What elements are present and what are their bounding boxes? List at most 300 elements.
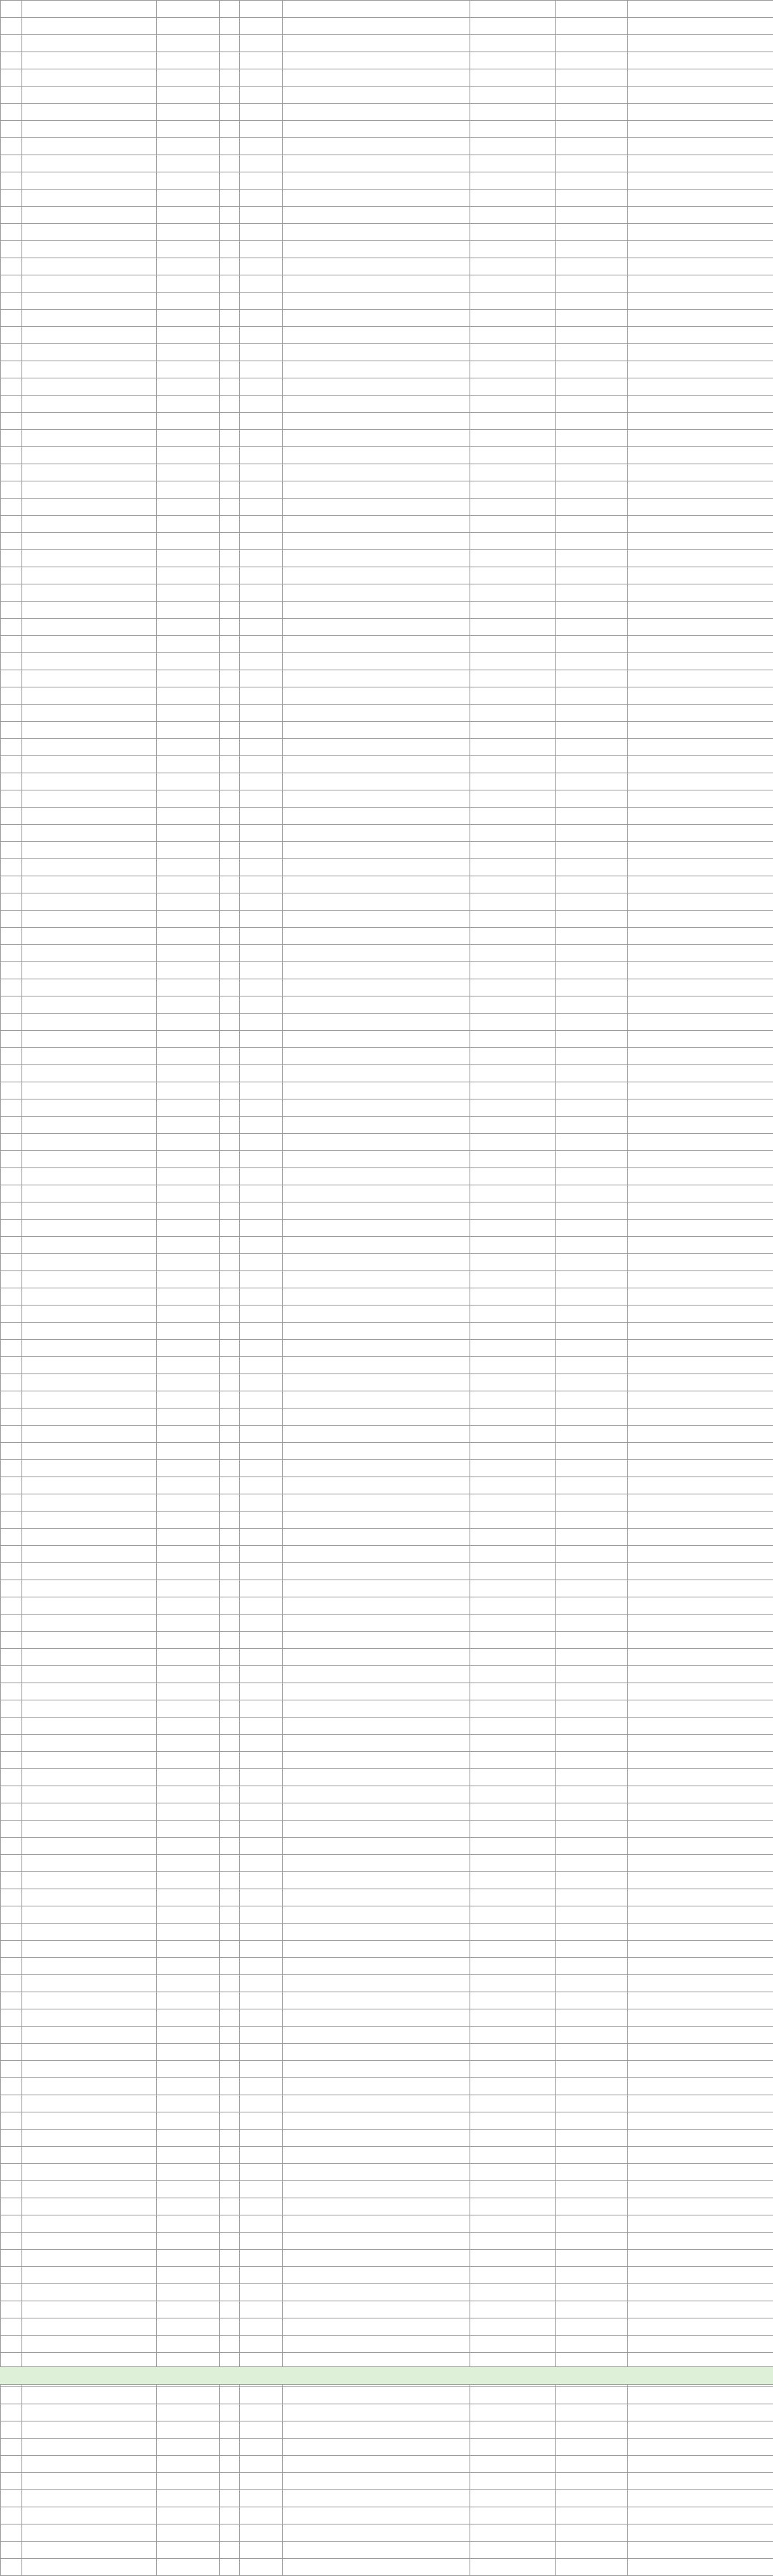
cell-email [628, 87, 773, 104]
cell-phone [556, 1546, 628, 1563]
cell-company-name [22, 1168, 157, 1185]
table-row [1, 2147, 773, 2164]
cell-row-number [1, 241, 22, 258]
cell-headcount [220, 327, 240, 344]
cell-work-address [470, 1941, 556, 1958]
cell-education [240, 739, 283, 756]
table-row [1, 790, 773, 808]
cell-email [628, 1855, 773, 1872]
cell-company-name [22, 224, 157, 241]
table-row [1, 1271, 773, 1288]
table-row [1, 1786, 773, 1803]
cell-education [240, 104, 283, 121]
cell-row-number [1, 825, 22, 842]
cell-row-number [1, 773, 22, 790]
cell-headcount [220, 962, 240, 979]
cell-work-address [470, 310, 556, 327]
cell-company-name [22, 2027, 157, 2044]
cell-row-number [1, 1100, 22, 1117]
cell-education [240, 2181, 283, 2198]
cell-job-title [157, 430, 220, 447]
table-row [1, 1168, 773, 1185]
cell-company-name [22, 2507, 157, 2524]
cell-row-number [1, 2009, 22, 2027]
cell-email [628, 1477, 773, 1494]
table-row [1, 481, 773, 499]
cell-row-number [1, 722, 22, 739]
cell-work-address [470, 773, 556, 790]
cell-phone [556, 1426, 628, 1443]
cell-row-number [1, 687, 22, 705]
cell-email [628, 1185, 773, 1203]
cell-row-number [1, 1391, 22, 1409]
cell-headcount [220, 1391, 240, 1409]
cell-row-number [1, 430, 22, 447]
cell-job-title [157, 1065, 220, 1082]
cell-job-title [157, 1100, 220, 1117]
cell-headcount [220, 2267, 240, 2284]
table-row [1, 1649, 773, 1666]
cell-requirements [283, 378, 470, 396]
table-row [1, 1700, 773, 1718]
cell-company-name [22, 687, 157, 705]
cell-company-name [22, 533, 157, 550]
cell-row-number [1, 2336, 22, 2353]
cell-headcount [220, 1769, 240, 1786]
cell-company-name [22, 2164, 157, 2181]
cell-company-name [22, 1786, 157, 1803]
cell-job-title [157, 756, 220, 773]
table-row [1, 1185, 773, 1203]
cell-phone [556, 979, 628, 996]
job-table-body [1, 1, 773, 2576]
cell-email [628, 2130, 773, 2147]
cell-email [628, 430, 773, 447]
cell-education [240, 2301, 283, 2318]
cell-email [628, 258, 773, 275]
cell-email [628, 790, 773, 808]
cell-work-address [470, 1889, 556, 1906]
cell-phone [556, 2404, 628, 2421]
cell-job-title [157, 447, 220, 464]
cell-requirements [283, 979, 470, 996]
cell-company-name [22, 1254, 157, 1271]
cell-email [628, 2336, 773, 2353]
cell-headcount [220, 756, 240, 773]
table-row [1, 1374, 773, 1391]
cell-work-address [470, 996, 556, 1014]
cell-requirements [283, 1048, 470, 1065]
cell-row-number [1, 1151, 22, 1168]
cell-row-number [1, 2215, 22, 2233]
cell-company-name [22, 1889, 157, 1906]
cell-row-number [1, 2542, 22, 2559]
cell-row-number [1, 2061, 22, 2078]
cell-headcount [220, 1340, 240, 1357]
cell-work-address [470, 1220, 556, 1237]
cell-email [628, 2318, 773, 2336]
cell-work-address [470, 2301, 556, 2318]
table-row [1, 945, 773, 962]
cell-company-name [22, 790, 157, 808]
cell-phone [556, 1151, 628, 1168]
cell-row-number [1, 1048, 22, 1065]
cell-phone [556, 756, 628, 773]
cell-education [240, 893, 283, 911]
cell-phone [556, 1855, 628, 1872]
table-row [1, 155, 773, 172]
cell-education [240, 1906, 283, 1924]
cell-requirements [283, 2473, 470, 2490]
cell-email [628, 533, 773, 550]
cell-phone [556, 705, 628, 722]
cell-education [240, 2267, 283, 2284]
cell-email [628, 1786, 773, 1803]
cell-email [628, 464, 773, 481]
cell-work-address [470, 670, 556, 687]
cell-row-number [1, 1666, 22, 1683]
cell-requirements [283, 69, 470, 87]
cell-row-number [1, 2027, 22, 2044]
cell-company-name [22, 2233, 157, 2250]
cell-headcount [220, 1443, 240, 1460]
cell-work-address [470, 1838, 556, 1855]
cell-headcount [220, 1924, 240, 1941]
cell-email [628, 1100, 773, 1117]
cell-headcount [220, 87, 240, 104]
table-row [1, 1237, 773, 1254]
cell-phone [556, 52, 628, 69]
cell-headcount [220, 2404, 240, 2421]
table-row [1, 104, 773, 121]
table-row [1, 602, 773, 619]
cell-company-name [22, 2250, 157, 2267]
table-row [1, 1460, 773, 1477]
cell-requirements [283, 2112, 470, 2130]
cell-email [628, 808, 773, 825]
cell-headcount [220, 2421, 240, 2439]
cell-email [628, 1941, 773, 1958]
cell-education [240, 1803, 283, 1821]
cell-education [240, 2250, 283, 2267]
cell-requirements [283, 1031, 470, 1048]
cell-row-number [1, 1443, 22, 1460]
cell-phone [556, 413, 628, 430]
cell-education [240, 2095, 283, 2112]
cell-work-address [470, 104, 556, 121]
cell-job-title [157, 2284, 220, 2301]
cell-education [240, 2404, 283, 2421]
cell-row-number [1, 87, 22, 104]
cell-job-title [157, 327, 220, 344]
cell-row-number [1, 2404, 22, 2421]
cell-work-address [470, 2336, 556, 2353]
cell-company-name [22, 2404, 157, 2421]
cell-requirements [283, 2284, 470, 2301]
cell-headcount [220, 790, 240, 808]
cell-company-name [22, 172, 157, 190]
cell-education [240, 241, 283, 258]
cell-work-address [470, 1306, 556, 1323]
cell-work-address [470, 361, 556, 378]
cell-email [628, 1803, 773, 1821]
cell-education [240, 1855, 283, 1872]
cell-education [240, 2147, 283, 2164]
cell-job-title [157, 928, 220, 945]
cell-job-title [157, 1563, 220, 1580]
cell-company-name [22, 327, 157, 344]
table-row [1, 396, 773, 413]
cell-work-address [470, 207, 556, 224]
cell-education [240, 516, 283, 533]
cell-job-title [157, 2181, 220, 2198]
cell-job-title [157, 2130, 220, 2147]
cell-row-number [1, 1924, 22, 1941]
cell-row-number [1, 1632, 22, 1649]
cell-row-number [1, 1271, 22, 1288]
cell-phone [556, 2027, 628, 2044]
cell-email [628, 1443, 773, 1460]
cell-row-number [1, 1014, 22, 1031]
cell-requirements [283, 1683, 470, 1700]
table-row [1, 1752, 773, 1769]
cell-job-title [157, 1134, 220, 1151]
table-row [1, 69, 773, 87]
table-row [1, 2095, 773, 2112]
cell-email [628, 2164, 773, 2181]
cell-phone [556, 1889, 628, 1906]
cell-requirements [283, 2542, 470, 2559]
cell-headcount [220, 550, 240, 567]
cell-company-name [22, 18, 157, 35]
table-row [1, 1546, 773, 1563]
cell-work-address [470, 2284, 556, 2301]
cell-email [628, 1649, 773, 1666]
table-row [1, 87, 773, 104]
cell-job-title [157, 293, 220, 310]
cell-row-number [1, 2130, 22, 2147]
cell-work-address [470, 190, 556, 207]
cell-company-name [22, 1065, 157, 1082]
cell-email [628, 2250, 773, 2267]
cell-company-name [22, 842, 157, 859]
cell-requirements [283, 121, 470, 138]
cell-education [240, 413, 283, 430]
cell-requirements [283, 1494, 470, 1512]
cell-education [240, 464, 283, 481]
cell-email [628, 773, 773, 790]
table-row [1, 430, 773, 447]
cell-headcount [220, 190, 240, 207]
cell-requirements [283, 18, 470, 35]
cell-requirements [283, 636, 470, 653]
cell-email [628, 69, 773, 87]
cell-education [240, 2198, 283, 2215]
cell-email [628, 670, 773, 687]
cell-requirements [283, 361, 470, 378]
cell-work-address [470, 224, 556, 241]
cell-phone [556, 258, 628, 275]
cell-email [628, 1580, 773, 1597]
cell-row-number [1, 1134, 22, 1151]
cell-job-title [157, 670, 220, 687]
cell-education [240, 1821, 283, 1838]
cell-job-title [157, 619, 220, 636]
table-row [1, 567, 773, 584]
table-row [1, 1306, 773, 1323]
cell-requirements [283, 1632, 470, 1649]
cell-requirements [283, 1306, 470, 1323]
cell-row-number [1, 1992, 22, 2009]
cell-headcount [220, 464, 240, 481]
cell-phone [556, 773, 628, 790]
cell-requirements [283, 2404, 470, 2421]
cell-company-name [22, 121, 157, 138]
cell-row-number [1, 1615, 22, 1632]
cell-company-name [22, 2215, 157, 2233]
cell-company-name [22, 550, 157, 567]
table-row [1, 584, 773, 602]
cell-row-number [1, 447, 22, 464]
cell-headcount [220, 516, 240, 533]
cell-company-name [22, 1323, 157, 1340]
cell-row-number [1, 1306, 22, 1323]
cell-headcount [220, 1, 240, 18]
cell-headcount [220, 1237, 240, 1254]
table-row [1, 1632, 773, 1649]
cell-job-title [157, 87, 220, 104]
cell-row-number [1, 2147, 22, 2164]
cell-email [628, 2421, 773, 2439]
cell-work-address [470, 1735, 556, 1752]
cell-job-title [157, 1529, 220, 1546]
cell-row-number [1, 344, 22, 361]
cell-row-number [1, 1, 22, 18]
table-row [1, 1477, 773, 1494]
cell-email [628, 1014, 773, 1031]
cell-row-number [1, 1700, 22, 1718]
cell-requirements [283, 1786, 470, 1803]
cell-headcount [220, 2095, 240, 2112]
cell-job-title [157, 1254, 220, 1271]
cell-email [628, 756, 773, 773]
cell-phone [556, 2061, 628, 2078]
cell-job-title [157, 1082, 220, 1100]
cell-headcount [220, 1100, 240, 1117]
table-row [1, 361, 773, 378]
cell-row-number [1, 1752, 22, 1769]
cell-headcount [220, 979, 240, 996]
cell-education [240, 310, 283, 327]
cell-headcount [220, 1992, 240, 2009]
cell-education [240, 1134, 283, 1151]
cell-company-name [22, 1477, 157, 1494]
cell-job-title [157, 1220, 220, 1237]
cell-phone [556, 2181, 628, 2198]
cell-work-address [470, 447, 556, 464]
cell-row-number [1, 584, 22, 602]
cell-requirements [283, 1340, 470, 1357]
table-row [1, 1323, 773, 1340]
cell-work-address [470, 2439, 556, 2456]
cell-job-title [157, 876, 220, 893]
cell-education [240, 2507, 283, 2524]
cell-work-address [470, 2078, 556, 2095]
cell-email [628, 1306, 773, 1323]
cell-requirements [283, 1203, 470, 1220]
cell-work-address [470, 825, 556, 842]
cell-requirements [283, 2181, 470, 2198]
cell-job-title [157, 18, 220, 35]
cell-requirements [283, 1649, 470, 1666]
cell-education [240, 876, 283, 893]
cell-requirements [283, 464, 470, 481]
cell-email [628, 104, 773, 121]
cell-phone [556, 327, 628, 344]
cell-work-address [470, 808, 556, 825]
cell-company-name [22, 705, 157, 722]
cell-phone [556, 533, 628, 550]
cell-headcount [220, 2387, 240, 2404]
cell-headcount [220, 2301, 240, 2318]
cell-headcount [220, 1512, 240, 1529]
cell-row-number [1, 550, 22, 567]
cell-work-address [470, 1288, 556, 1306]
cell-job-title [157, 2456, 220, 2473]
cell-phone [556, 790, 628, 808]
cell-work-address [470, 619, 556, 636]
cell-work-address [470, 18, 556, 35]
cell-headcount [220, 722, 240, 739]
cell-job-title [157, 2061, 220, 2078]
cell-email [628, 378, 773, 396]
cell-education [240, 258, 283, 275]
cell-job-title [157, 2404, 220, 2421]
cell-work-address [470, 69, 556, 87]
cell-company-name [22, 2473, 157, 2490]
cell-job-title [157, 1786, 220, 1803]
cell-education [240, 928, 283, 945]
cell-work-address [470, 1460, 556, 1477]
cell-work-address [470, 2027, 556, 2044]
cell-phone [556, 1134, 628, 1151]
cell-headcount [220, 1409, 240, 1426]
table-row [1, 2164, 773, 2181]
cell-phone [556, 138, 628, 155]
cell-job-title [157, 2164, 220, 2181]
table-row [1, 533, 773, 550]
cell-email [628, 602, 773, 619]
table-row [1, 1014, 773, 1031]
cell-job-title [157, 1374, 220, 1391]
table-row [1, 1409, 773, 1426]
cell-work-address [470, 1443, 556, 1460]
cell-company-name [22, 1838, 157, 1855]
cell-education [240, 2490, 283, 2507]
cell-company-name [22, 2078, 157, 2095]
cell-phone [556, 1, 628, 18]
cell-job-title [157, 1615, 220, 1632]
cell-row-number [1, 396, 22, 413]
cell-job-title [157, 584, 220, 602]
cell-work-address [470, 35, 556, 52]
cell-phone [556, 1718, 628, 1735]
cell-work-address [470, 962, 556, 979]
cell-phone [556, 739, 628, 756]
cell-phone [556, 1100, 628, 1117]
cell-phone [556, 1769, 628, 1786]
cell-headcount [220, 413, 240, 430]
